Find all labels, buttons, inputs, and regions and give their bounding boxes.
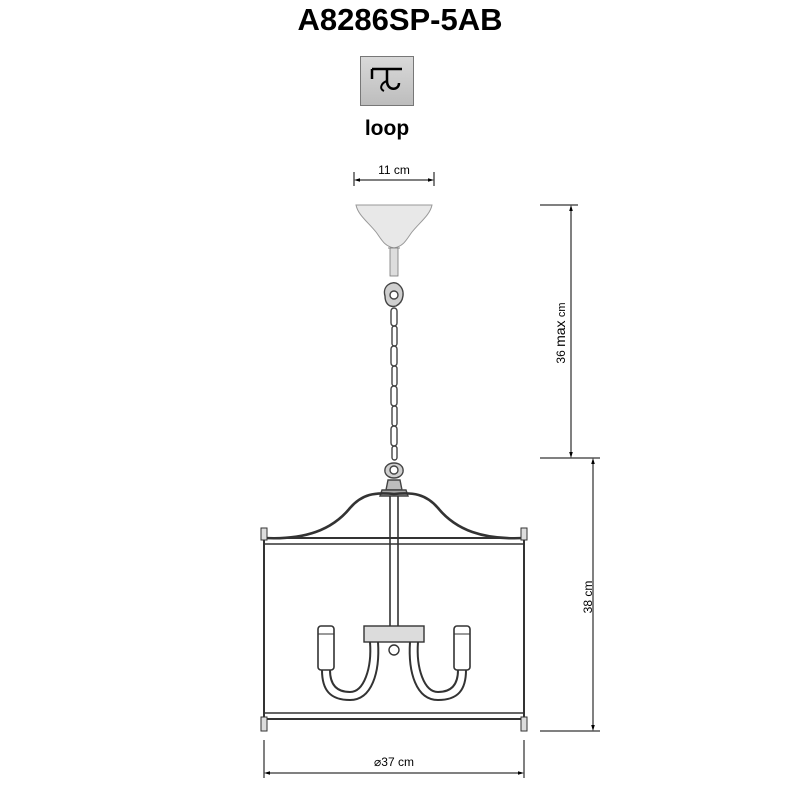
mounting-type-label: loop [364, 117, 410, 140]
chain-length-value: 36 [554, 350, 568, 364]
candle-arms [318, 626, 470, 700]
diameter-label: ⌀37 cm [374, 755, 414, 769]
chain-length-dimension [540, 205, 600, 458]
chain-length-label [552, 293, 568, 373]
ceiling-canopy [356, 205, 432, 276]
body-height-label: 38 cm [581, 580, 595, 614]
chain-length-unit: cm [556, 302, 568, 318]
lantern-frame [261, 493, 527, 731]
suspension-chain [384, 283, 403, 460]
top-loop [380, 463, 408, 496]
model-title: A8286SP-5AB [297, 2, 503, 37]
chain-length-qualifier: max [552, 320, 568, 347]
canopy-width-label: 11 cm [378, 163, 410, 177]
